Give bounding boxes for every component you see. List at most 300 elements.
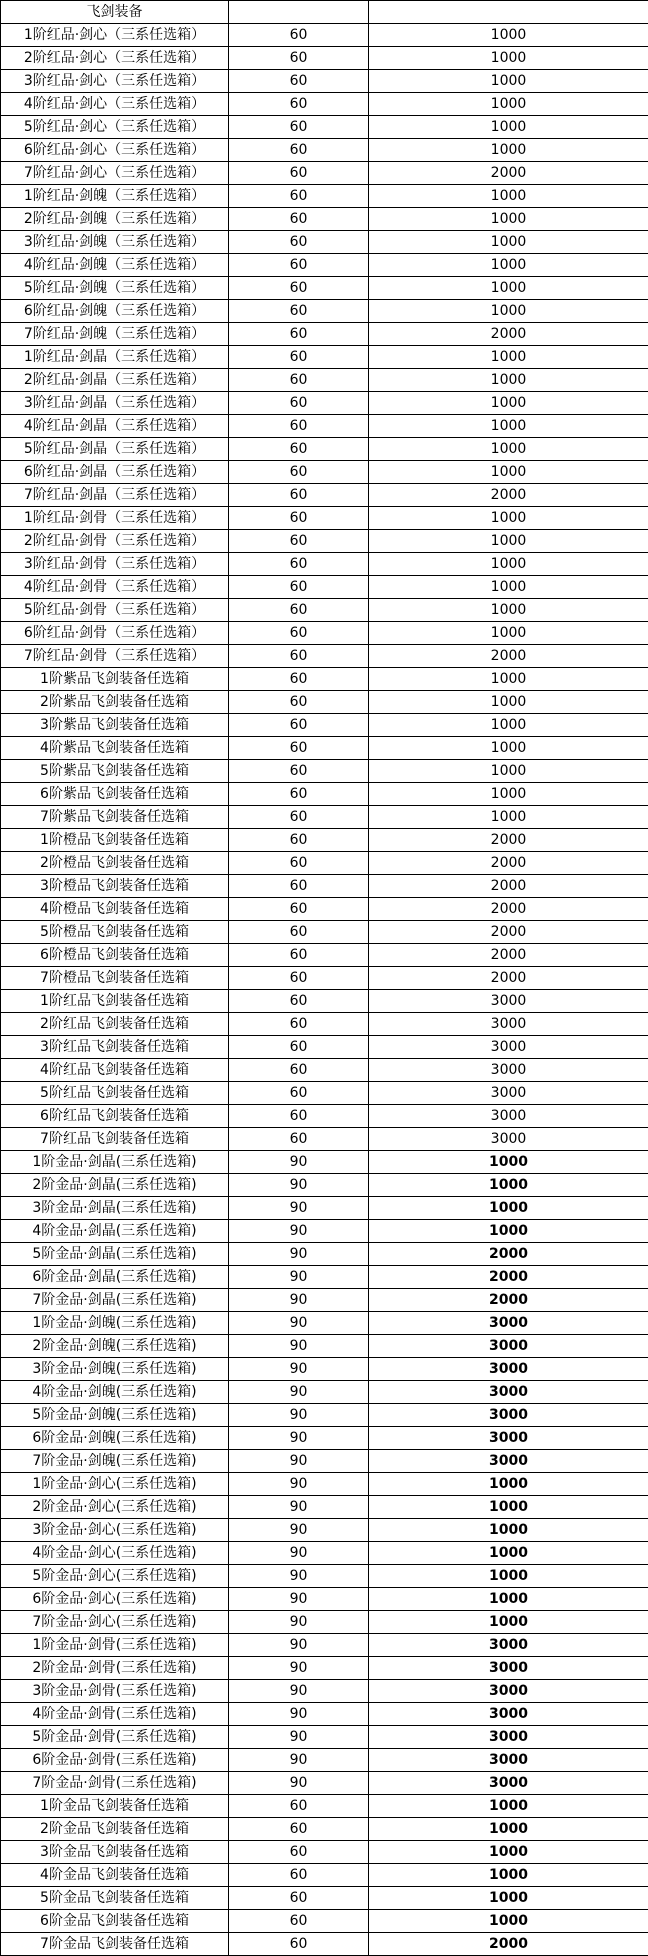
table-row xyxy=(1,691,648,714)
item-name-cell: 4阶金品·剑心(三系任选箱) xyxy=(1,1542,229,1565)
table-row xyxy=(1,507,648,530)
price-cell: 1000 xyxy=(369,1151,648,1174)
price-cell: 1000 xyxy=(369,1910,648,1933)
item-name-cell: 1阶红品·剑魄（三系任选箱） xyxy=(1,185,229,208)
table-row xyxy=(1,1726,648,1749)
level-cell: 90 xyxy=(229,1657,369,1680)
table-row xyxy=(1,1841,648,1864)
level-cell: 60 xyxy=(229,921,369,944)
item-name-cell: 2阶金品·剑心(三系任选箱) xyxy=(1,1496,229,1519)
item-name-cell: 4阶金品飞剑装备任选箱 xyxy=(1,1864,229,1887)
table-row xyxy=(1,1818,648,1841)
item-name-cell: 5阶金品·剑心(三系任选箱) xyxy=(1,1565,229,1588)
item-name-cell: 2阶红品·剑骨（三系任选箱） xyxy=(1,530,229,553)
item-name-cell: 6阶红品·剑魄（三系任选箱） xyxy=(1,300,229,323)
level-cell: 90 xyxy=(229,1749,369,1772)
price-cell: 3000 xyxy=(369,1381,648,1404)
price-cell: 1000 xyxy=(369,24,648,47)
table-row xyxy=(1,1013,648,1036)
item-name-cell: 7阶红品·剑魄（三系任选箱） xyxy=(1,323,229,346)
item-name-cell: 6阶金品·剑晶(三系任选箱) xyxy=(1,1266,229,1289)
level-cell: 90 xyxy=(229,1772,369,1795)
table-row xyxy=(1,438,648,461)
level-cell: 60 xyxy=(229,1013,369,1036)
level-cell: 60 xyxy=(229,1933,369,1956)
level-cell: 60 xyxy=(229,323,369,346)
item-name-cell: 7阶红品·剑心（三系任选箱） xyxy=(1,162,229,185)
table-row xyxy=(1,737,648,760)
level-cell: 60 xyxy=(229,1841,369,1864)
table-row xyxy=(1,254,648,277)
level-cell: 90 xyxy=(229,1266,369,1289)
item-name-cell: 2阶红品飞剑装备任选箱 xyxy=(1,1013,229,1036)
item-name-cell: 2阶红品·剑魄（三系任选箱） xyxy=(1,208,229,231)
item-name-cell: 5阶红品·剑魄（三系任选箱） xyxy=(1,277,229,300)
level-cell: 60 xyxy=(229,208,369,231)
price-cell: 3000 xyxy=(369,1703,648,1726)
level-cell: 60 xyxy=(229,691,369,714)
price-cell: 1000 xyxy=(369,507,648,530)
table-row xyxy=(1,1036,648,1059)
level-cell: 60 xyxy=(229,1818,369,1841)
price-cell: 1000 xyxy=(369,1611,648,1634)
table-row xyxy=(1,576,648,599)
table-row xyxy=(1,806,648,829)
price-cell: 3000 xyxy=(369,1036,648,1059)
header-price xyxy=(369,1,648,24)
table-row xyxy=(1,530,648,553)
item-name-cell: 1阶金品飞剑装备任选箱 xyxy=(1,1795,229,1818)
item-name-cell: 6阶金品飞剑装备任选箱 xyxy=(1,1910,229,1933)
price-cell: 3000 xyxy=(369,1680,648,1703)
price-cell: 1000 xyxy=(369,1174,648,1197)
table-row xyxy=(1,346,648,369)
item-name-cell: 7阶紫品飞剑装备任选箱 xyxy=(1,806,229,829)
level-cell: 90 xyxy=(229,1634,369,1657)
table-row xyxy=(1,116,648,139)
item-name-cell: 7阶红品飞剑装备任选箱 xyxy=(1,1128,229,1151)
table-row xyxy=(1,1174,648,1197)
price-cell: 1000 xyxy=(369,783,648,806)
table-row xyxy=(1,1473,648,1496)
price-cell: 1000 xyxy=(369,1818,648,1841)
table-row xyxy=(1,1634,648,1657)
price-cell: 2000 xyxy=(369,898,648,921)
table-row xyxy=(1,1404,648,1427)
item-name-cell: 1阶紫品飞剑装备任选箱 xyxy=(1,668,229,691)
level-cell: 60 xyxy=(229,1036,369,1059)
level-cell: 60 xyxy=(229,852,369,875)
price-cell: 1000 xyxy=(369,300,648,323)
item-name-cell: 2阶金品·剑骨(三系任选箱) xyxy=(1,1657,229,1680)
level-cell: 90 xyxy=(229,1726,369,1749)
level-cell: 60 xyxy=(229,1910,369,1933)
item-name-cell: 7阶红品·剑骨（三系任选箱） xyxy=(1,645,229,668)
table-row xyxy=(1,93,648,116)
price-cell: 2000 xyxy=(369,1266,648,1289)
table-row xyxy=(1,1542,648,1565)
table-row xyxy=(1,622,648,645)
item-name-cell: 5阶红品·剑晶（三系任选箱） xyxy=(1,438,229,461)
table-row xyxy=(1,1772,648,1795)
price-cell: 1000 xyxy=(369,1864,648,1887)
table-row xyxy=(1,1519,648,1542)
level-cell: 60 xyxy=(229,1082,369,1105)
item-name-cell: 2阶红品·剑心（三系任选箱） xyxy=(1,47,229,70)
table-row xyxy=(1,1059,648,1082)
table-row xyxy=(1,714,648,737)
table-row xyxy=(1,829,648,852)
table-row xyxy=(1,392,648,415)
price-cell: 1000 xyxy=(369,1519,648,1542)
price-cell: 1000 xyxy=(369,1220,648,1243)
price-cell: 2000 xyxy=(369,1289,648,1312)
level-cell: 90 xyxy=(229,1335,369,1358)
price-cell: 2000 xyxy=(369,1933,648,1956)
price-cell: 3000 xyxy=(369,1450,648,1473)
price-cell: 1000 xyxy=(369,254,648,277)
item-name-cell: 2阶橙品飞剑装备任选箱 xyxy=(1,852,229,875)
level-cell: 60 xyxy=(229,139,369,162)
item-name-cell: 1阶红品·剑晶（三系任选箱） xyxy=(1,346,229,369)
price-cell: 2000 xyxy=(369,829,648,852)
level-cell: 90 xyxy=(229,1542,369,1565)
table-row xyxy=(1,208,648,231)
price-cell: 1000 xyxy=(369,530,648,553)
price-cell: 1000 xyxy=(369,1565,648,1588)
price-cell: 1000 xyxy=(369,369,648,392)
level-cell: 60 xyxy=(229,116,369,139)
table-row xyxy=(1,369,648,392)
price-cell: 1000 xyxy=(369,599,648,622)
item-name-cell: 1阶金品·剑晶(三系任选箱) xyxy=(1,1151,229,1174)
level-cell: 60 xyxy=(229,1795,369,1818)
price-cell: 1000 xyxy=(369,576,648,599)
table-body xyxy=(1,1,648,1956)
table-row xyxy=(1,760,648,783)
table-row xyxy=(1,185,648,208)
item-name-cell: 3阶橙品飞剑装备任选箱 xyxy=(1,875,229,898)
level-cell: 60 xyxy=(229,576,369,599)
price-cell: 1000 xyxy=(369,139,648,162)
table-row xyxy=(1,1450,648,1473)
item-name-cell: 3阶红品·剑心（三系任选箱） xyxy=(1,70,229,93)
table-row xyxy=(1,1266,648,1289)
item-name-cell: 7阶金品·剑心(三系任选箱) xyxy=(1,1611,229,1634)
header-row xyxy=(1,1,648,24)
level-cell: 60 xyxy=(229,990,369,1013)
level-cell: 60 xyxy=(229,300,369,323)
price-cell: 2000 xyxy=(369,484,648,507)
table-row xyxy=(1,1197,648,1220)
item-name-cell: 6阶橙品飞剑装备任选箱 xyxy=(1,944,229,967)
level-cell: 60 xyxy=(229,24,369,47)
table-row xyxy=(1,599,648,622)
item-name-cell: 7阶金品·剑魄(三系任选箱) xyxy=(1,1450,229,1473)
table-row xyxy=(1,944,648,967)
table-row xyxy=(1,162,648,185)
price-cell: 1000 xyxy=(369,415,648,438)
table-row xyxy=(1,139,648,162)
level-cell: 90 xyxy=(229,1565,369,1588)
table-row xyxy=(1,461,648,484)
table-row xyxy=(1,484,648,507)
item-name-cell: 3阶红品·剑魄（三系任选箱） xyxy=(1,231,229,254)
level-cell: 60 xyxy=(229,438,369,461)
item-name-cell: 3阶金品·剑晶(三系任选箱) xyxy=(1,1197,229,1220)
item-name-cell: 7阶金品·剑晶(三系任选箱) xyxy=(1,1289,229,1312)
header-level xyxy=(229,1,369,24)
item-name-cell: 7阶金品飞剑装备任选箱 xyxy=(1,1933,229,1956)
price-cell: 1000 xyxy=(369,553,648,576)
price-cell: 2000 xyxy=(369,323,648,346)
table-row xyxy=(1,1105,648,1128)
price-cell: 1000 xyxy=(369,461,648,484)
price-cell: 1000 xyxy=(369,47,648,70)
level-cell: 60 xyxy=(229,231,369,254)
price-cell: 1000 xyxy=(369,1887,648,1910)
price-cell: 1000 xyxy=(369,1795,648,1818)
item-name-cell: 2阶金品飞剑装备任选箱 xyxy=(1,1818,229,1841)
level-cell: 60 xyxy=(229,760,369,783)
price-cell: 2000 xyxy=(369,162,648,185)
table-row xyxy=(1,231,648,254)
table-row xyxy=(1,1289,648,1312)
item-name-cell: 6阶金品·剑魄(三系任选箱) xyxy=(1,1427,229,1450)
level-cell: 90 xyxy=(229,1289,369,1312)
item-name-cell: 4阶红品·剑心（三系任选箱） xyxy=(1,93,229,116)
price-cell: 3000 xyxy=(369,1358,648,1381)
table-row xyxy=(1,1795,648,1818)
price-cell: 3000 xyxy=(369,1312,648,1335)
header-category: 飞剑装备 xyxy=(1,1,229,24)
price-cell: 1000 xyxy=(369,714,648,737)
item-name-cell: 7阶金品·剑骨(三系任选箱) xyxy=(1,1772,229,1795)
item-name-cell: 5阶金品飞剑装备任选箱 xyxy=(1,1887,229,1910)
level-cell: 60 xyxy=(229,162,369,185)
price-cell: 1000 xyxy=(369,231,648,254)
table-row xyxy=(1,668,648,691)
level-cell: 60 xyxy=(229,47,369,70)
level-cell: 90 xyxy=(229,1220,369,1243)
item-name-cell: 2阶金品·剑魄(三系任选箱) xyxy=(1,1335,229,1358)
price-cell: 3000 xyxy=(369,1013,648,1036)
table-row xyxy=(1,1220,648,1243)
table-row xyxy=(1,1887,648,1910)
table-row xyxy=(1,1565,648,1588)
level-cell: 60 xyxy=(229,484,369,507)
price-cell: 1000 xyxy=(369,1542,648,1565)
price-cell: 2000 xyxy=(369,967,648,990)
level-cell: 60 xyxy=(229,898,369,921)
table-row xyxy=(1,1680,648,1703)
price-cell: 1000 xyxy=(369,668,648,691)
level-cell: 60 xyxy=(229,461,369,484)
price-cell: 3000 xyxy=(369,1105,648,1128)
table-row xyxy=(1,1243,648,1266)
table-row xyxy=(1,1910,648,1933)
level-cell: 90 xyxy=(229,1381,369,1404)
price-cell: 3000 xyxy=(369,1749,648,1772)
item-name-cell: 5阶红品·剑心（三系任选箱） xyxy=(1,116,229,139)
item-name-cell: 3阶紫品飞剑装备任选箱 xyxy=(1,714,229,737)
table-row xyxy=(1,1335,648,1358)
price-cell: 3000 xyxy=(369,1772,648,1795)
price-cell: 1000 xyxy=(369,1197,648,1220)
level-cell: 90 xyxy=(229,1496,369,1519)
item-name-cell: 3阶红品·剑晶（三系任选箱） xyxy=(1,392,229,415)
item-name-cell: 3阶金品·剑心(三系任选箱) xyxy=(1,1519,229,1542)
price-cell: 3000 xyxy=(369,1427,648,1450)
level-cell: 60 xyxy=(229,875,369,898)
price-cell: 2000 xyxy=(369,875,648,898)
item-name-cell: 6阶红品飞剑装备任选箱 xyxy=(1,1105,229,1128)
table-row xyxy=(1,1588,648,1611)
price-cell: 1000 xyxy=(369,806,648,829)
item-name-cell: 5阶橙品飞剑装备任选箱 xyxy=(1,921,229,944)
level-cell: 90 xyxy=(229,1358,369,1381)
price-cell: 3000 xyxy=(369,990,648,1013)
table-row xyxy=(1,783,648,806)
item-name-cell: 7阶红品·剑晶（三系任选箱） xyxy=(1,484,229,507)
table-row xyxy=(1,1151,648,1174)
price-cell: 2000 xyxy=(369,921,648,944)
item-name-cell: 4阶红品·剑骨（三系任选箱） xyxy=(1,576,229,599)
level-cell: 90 xyxy=(229,1473,369,1496)
item-name-cell: 7阶橙品飞剑装备任选箱 xyxy=(1,967,229,990)
table-row xyxy=(1,1611,648,1634)
item-name-cell: 5阶红品·剑骨（三系任选箱） xyxy=(1,599,229,622)
price-cell: 1000 xyxy=(369,691,648,714)
item-name-cell: 4阶红品·剑晶（三系任选箱） xyxy=(1,415,229,438)
price-cell: 1000 xyxy=(369,1473,648,1496)
table-row xyxy=(1,898,648,921)
item-name-cell: 6阶金品·剑心(三系任选箱) xyxy=(1,1588,229,1611)
price-cell: 1000 xyxy=(369,346,648,369)
table-row xyxy=(1,1128,648,1151)
price-cell: 2000 xyxy=(369,645,648,668)
table-row xyxy=(1,300,648,323)
level-cell: 60 xyxy=(229,1864,369,1887)
price-cell: 1000 xyxy=(369,1841,648,1864)
price-cell: 1000 xyxy=(369,93,648,116)
level-cell: 60 xyxy=(229,944,369,967)
table-row xyxy=(1,415,648,438)
table-row xyxy=(1,1082,648,1105)
table-row xyxy=(1,1703,648,1726)
item-name-cell: 1阶金品·剑骨(三系任选箱) xyxy=(1,1634,229,1657)
level-cell: 60 xyxy=(229,254,369,277)
table-row xyxy=(1,990,648,1013)
table-row xyxy=(1,852,648,875)
table-row xyxy=(1,645,648,668)
level-cell: 60 xyxy=(229,668,369,691)
item-name-cell: 6阶红品·剑晶（三系任选箱） xyxy=(1,461,229,484)
level-cell: 90 xyxy=(229,1588,369,1611)
item-name-cell: 1阶红品飞剑装备任选箱 xyxy=(1,990,229,1013)
price-cell: 1000 xyxy=(369,208,648,231)
level-cell: 60 xyxy=(229,392,369,415)
item-name-cell: 4阶紫品飞剑装备任选箱 xyxy=(1,737,229,760)
item-name-cell: 1阶橙品飞剑装备任选箱 xyxy=(1,829,229,852)
table-row xyxy=(1,1496,648,1519)
level-cell: 60 xyxy=(229,645,369,668)
price-cell: 1000 xyxy=(369,116,648,139)
level-cell: 60 xyxy=(229,622,369,645)
item-name-cell: 3阶金品·剑骨(三系任选箱) xyxy=(1,1680,229,1703)
price-cell: 3000 xyxy=(369,1059,648,1082)
price-cell: 1000 xyxy=(369,760,648,783)
level-cell: 60 xyxy=(229,507,369,530)
level-cell: 90 xyxy=(229,1197,369,1220)
level-cell: 90 xyxy=(229,1680,369,1703)
table-row xyxy=(1,1312,648,1335)
level-cell: 60 xyxy=(229,415,369,438)
price-cell: 1000 xyxy=(369,70,648,93)
table-row xyxy=(1,323,648,346)
table-row xyxy=(1,1657,648,1680)
price-cell: 3000 xyxy=(369,1657,648,1680)
item-name-cell: 6阶紫品飞剑装备任选箱 xyxy=(1,783,229,806)
item-name-cell: 5阶红品飞剑装备任选箱 xyxy=(1,1082,229,1105)
price-cell: 2000 xyxy=(369,852,648,875)
item-name-cell: 3阶红品飞剑装备任选箱 xyxy=(1,1036,229,1059)
item-name-cell: 5阶紫品飞剑装备任选箱 xyxy=(1,760,229,783)
table-row xyxy=(1,967,648,990)
level-cell: 60 xyxy=(229,1105,369,1128)
item-name-cell: 4阶红品飞剑装备任选箱 xyxy=(1,1059,229,1082)
item-name-cell: 3阶红品·剑骨（三系任选箱） xyxy=(1,553,229,576)
item-name-cell: 3阶金品飞剑装备任选箱 xyxy=(1,1841,229,1864)
item-name-cell: 2阶红品·剑晶（三系任选箱） xyxy=(1,369,229,392)
level-cell: 60 xyxy=(229,599,369,622)
price-cell: 3000 xyxy=(369,1726,648,1749)
level-cell: 90 xyxy=(229,1174,369,1197)
level-cell: 60 xyxy=(229,806,369,829)
price-cell: 1000 xyxy=(369,622,648,645)
table-row xyxy=(1,875,648,898)
item-name-cell: 4阶金品·剑骨(三系任选箱) xyxy=(1,1703,229,1726)
level-cell: 90 xyxy=(229,1243,369,1266)
price-cell: 3000 xyxy=(369,1634,648,1657)
price-cell: 3000 xyxy=(369,1082,648,1105)
item-name-cell: 6阶红品·剑骨（三系任选箱） xyxy=(1,622,229,645)
item-name-cell: 5阶金品·剑晶(三系任选箱) xyxy=(1,1243,229,1266)
level-cell: 60 xyxy=(229,783,369,806)
table-row xyxy=(1,553,648,576)
price-cell: 3000 xyxy=(369,1404,648,1427)
table-row xyxy=(1,277,648,300)
table-row xyxy=(1,1933,648,1956)
table-row xyxy=(1,1381,648,1404)
item-name-cell: 5阶金品·剑骨(三系任选箱) xyxy=(1,1726,229,1749)
level-cell: 60 xyxy=(229,967,369,990)
level-cell: 60 xyxy=(229,829,369,852)
item-name-cell: 2阶紫品飞剑装备任选箱 xyxy=(1,691,229,714)
table-row xyxy=(1,47,648,70)
level-cell: 60 xyxy=(229,369,369,392)
item-name-cell: 1阶红品·剑心（三系任选箱） xyxy=(1,24,229,47)
level-cell: 90 xyxy=(229,1151,369,1174)
item-name-cell: 6阶金品·剑骨(三系任选箱) xyxy=(1,1749,229,1772)
level-cell: 60 xyxy=(229,737,369,760)
price-cell: 1000 xyxy=(369,438,648,461)
price-cell: 1000 xyxy=(369,737,648,760)
item-name-cell: 1阶红品·剑骨（三系任选箱） xyxy=(1,507,229,530)
price-cell: 3000 xyxy=(369,1335,648,1358)
item-name-cell: 5阶金品·剑魄(三系任选箱) xyxy=(1,1404,229,1427)
table-row xyxy=(1,1864,648,1887)
